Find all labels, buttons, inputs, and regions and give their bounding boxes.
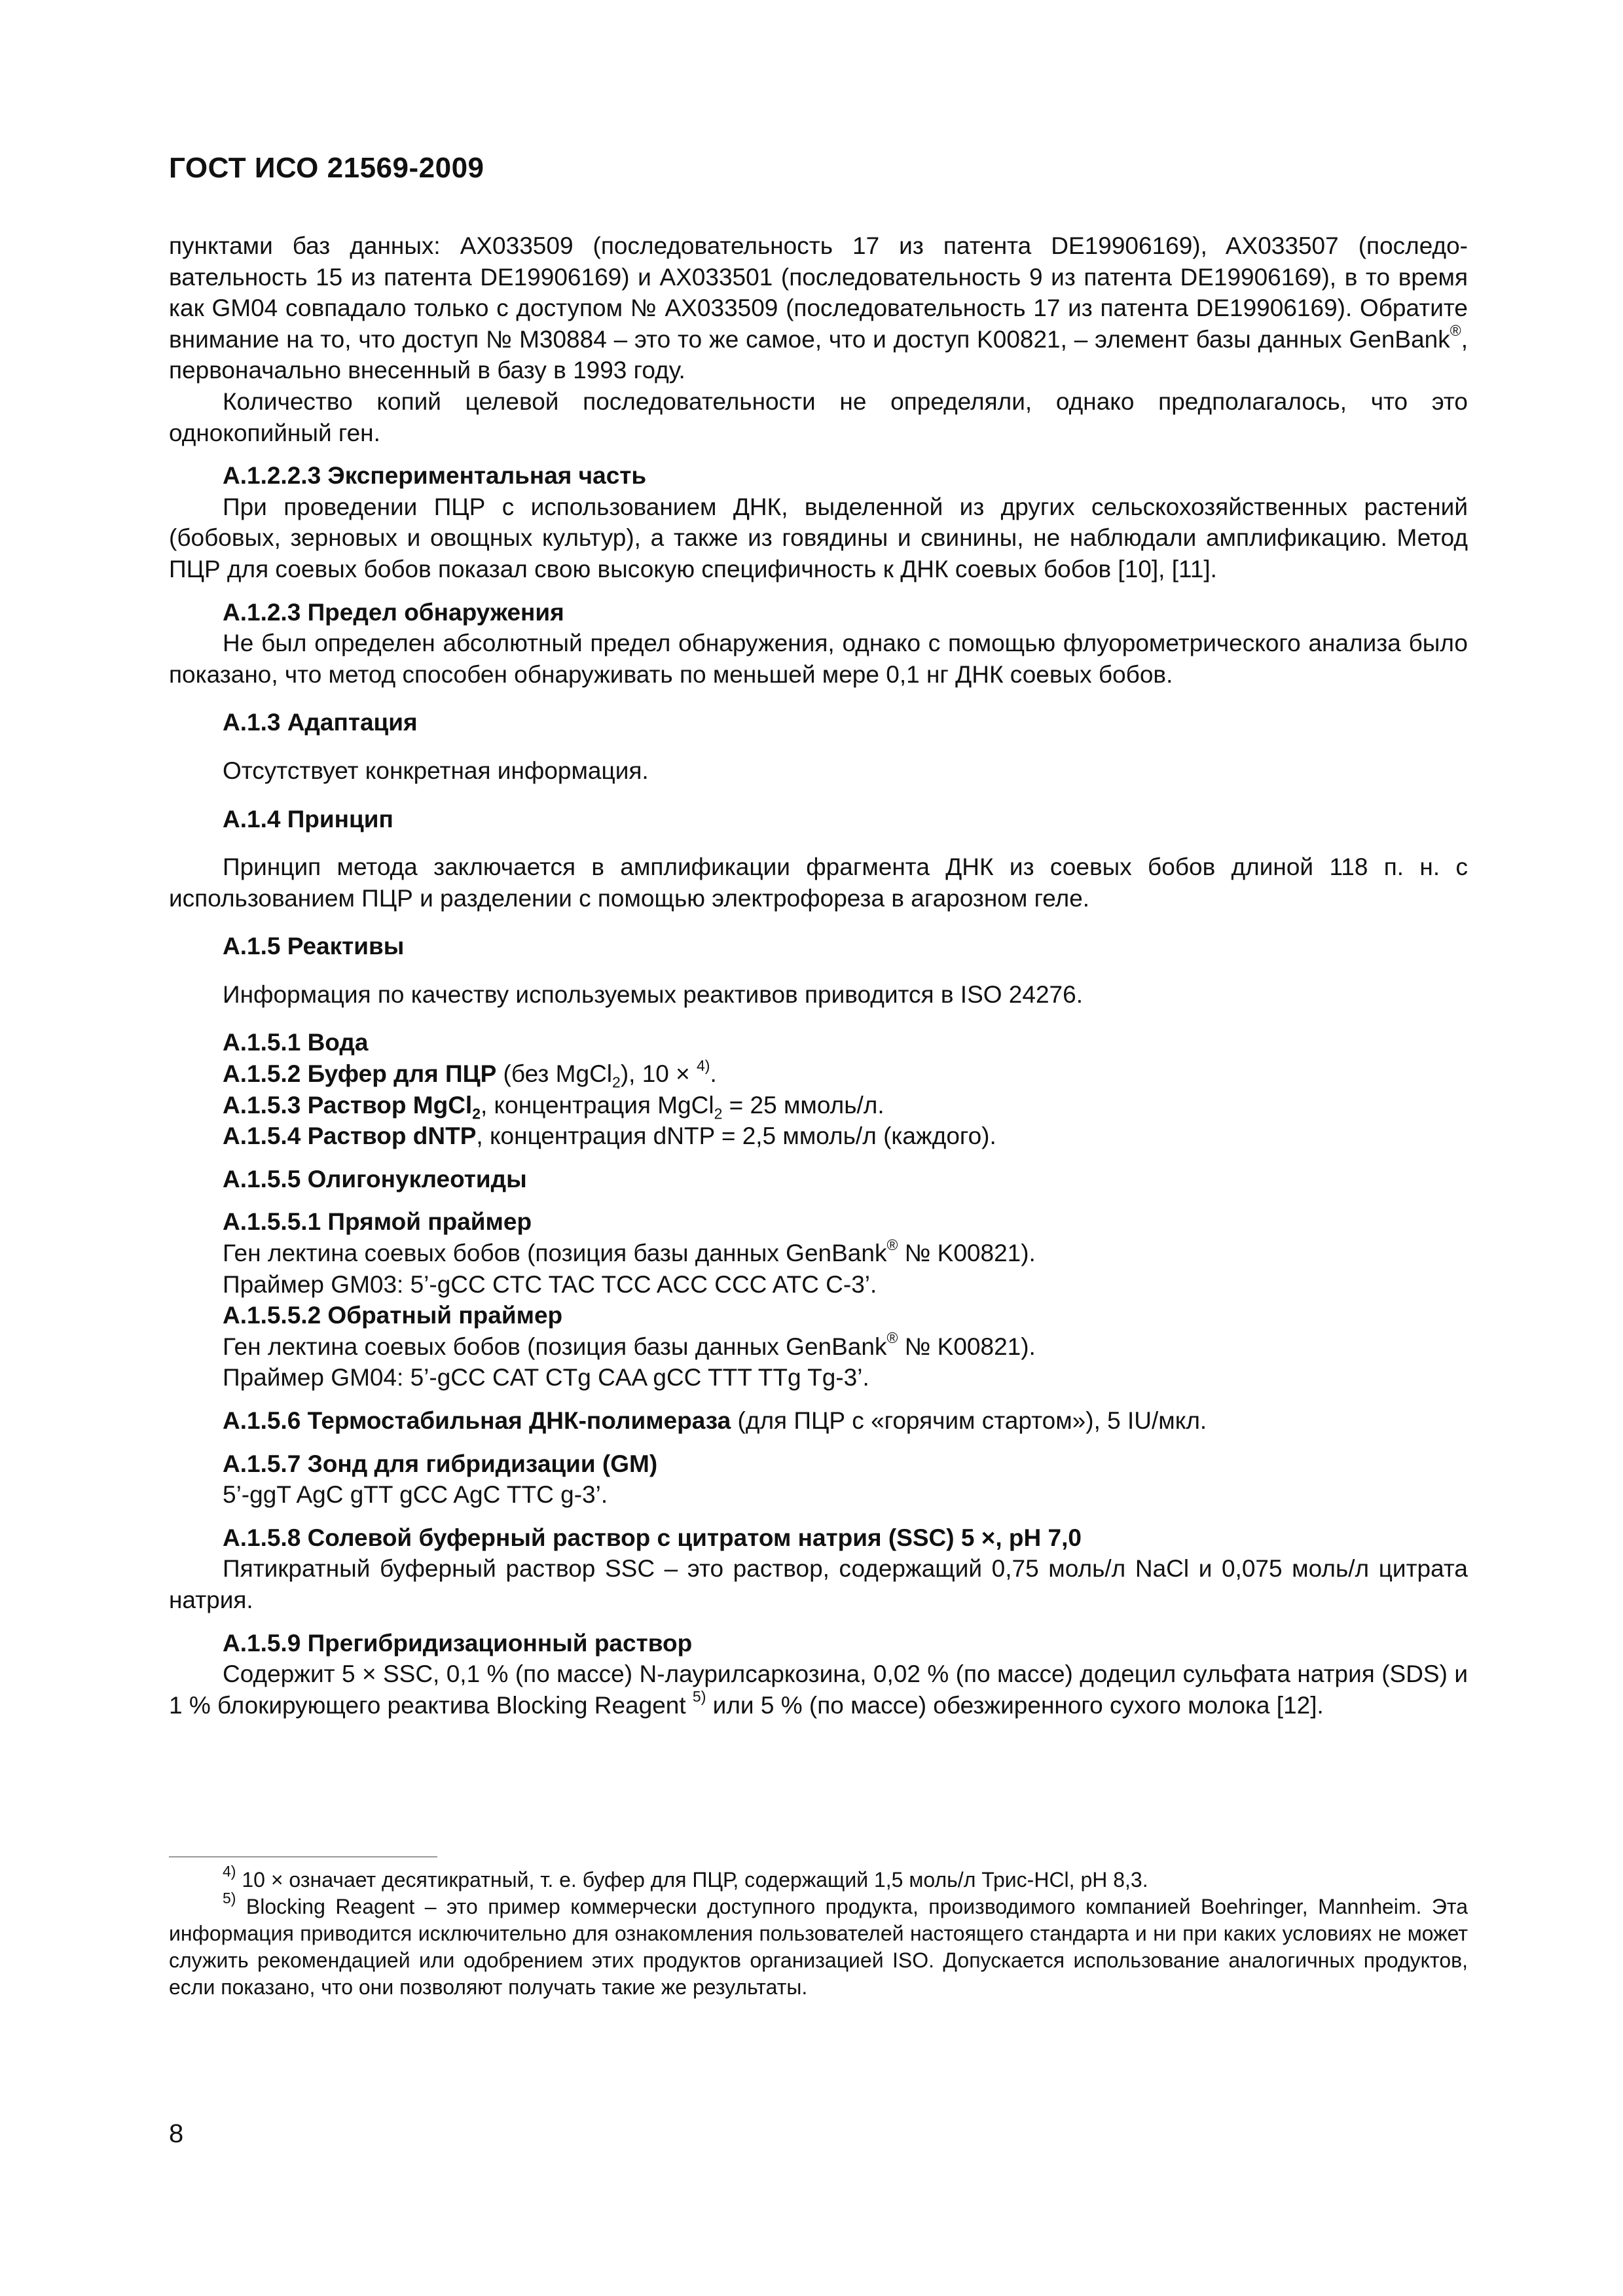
footnote-separator bbox=[169, 1856, 437, 1857]
paragraph-reagents: Информация по качеству используемых реактивов приводится в ISO 24276. bbox=[223, 980, 1083, 1008]
forward-primer-gene: Ген лектина соевых бобов (позиция базы данных GenBank® № K00821). bbox=[223, 1236, 1036, 1267]
reverse-primer-gene: Ген лектина соевых бобов (позиция базы данных GenBank® № K00821). bbox=[223, 1329, 1036, 1360]
paragraph-continuation: пунктами баз данных: AX033509 (последовательность 17 из патента DE19906169), AX033507 (последо-вательность 15 из патента DE19906169) и AX033501 (последовательность 9 из патента DE19906169), в то время как GM04 совпадало только с доступом № AX033509 (последовательность 17 из патента DE19906169). Обратите внимание на то, что доступ № M30884 – это то же самое, что и доступ K00821, – элемент базы данных GenBank®, первоначально внесенный в базу в 1993 году. bbox=[169, 232, 1468, 384]
heading-a151: А.1.5.1 Вода bbox=[223, 1029, 369, 1056]
heading-a157: А.1.5.7 Зонд для гибридизации (GM) bbox=[223, 1450, 658, 1477]
item-a152: А.1.5.2 Буфер для ПЦР (без MgCl$_2$), 10 × $^{4)}$. bbox=[223, 1056, 717, 1091]
forward-primer-sequence: Праймер GM03: 5’-gCC CTC TAC TCC ACC CCC ATC C-3’. bbox=[223, 1270, 877, 1298]
footnote-4: $^{4)}$ 10 × означает десятикратный, т. е. буфер для ПЦР, содержащий 1,5 моль/л Трис-HCl, pH 8,3. bbox=[223, 1863, 1148, 1892]
reverse-primer-sequence: Праймер GM04: 5’-gCC CAT CTg CAA gCC TTT TTg Tg-3’. bbox=[223, 1364, 869, 1391]
heading-a155: А.1.5.5 Олигонуклеотиды bbox=[223, 1165, 527, 1193]
heading-a158: А.1.5.8 Солевой буферный раствор с цитратом натрия (SSC) 5 ×, pH 7,0 bbox=[223, 1524, 1082, 1551]
footnote-5: $^{5)}$ Blocking Reagent – это пример коммерчески доступного продукта, производимого компанией Boehringer, Mannheim. Эта информация приводится исключительно для ознакомления пользователей настоящего стандарта и ни при каких условиях не может служить рекомендацией или одобрением этих продуктов организацией ISO. Допускается использование аналогичных продуктов, если показано, что они позволяют получать такие же результаты. bbox=[169, 1890, 1468, 1999]
paragraph-detection-limit: Не был определен абсолютный предел обнаружения, однако с помощью флуорометрического анализа было показано, что метод способен обнаруживать по меньшей мере 0,1 нг ДНК соевых бобов. bbox=[169, 630, 1468, 688]
heading-a1552: А.1.5.5.2 Обратный праймер bbox=[223, 1302, 563, 1329]
heading-a13: А.1.3 Адаптация bbox=[223, 709, 418, 736]
paragraph-principle: Принцип метода заключается в амплификации фрагмента ДНК из соевых бобов длиной 118 п. н. с использованием ПЦР и разделении с помощью электрофореза в агарозном геле. bbox=[169, 853, 1468, 912]
footnotes bbox=[169, 1863, 1468, 2001]
paragraph-experimental: При проведении ПЦР с использованием ДНК, выделенной из других сельскохозяйственных растений (бобовых, зерновых и овощных культур), а также из говядины и свинины, не наблюдали амплификацию. Метод ПЦР для соевых бобов показал свою высокую специфичность к ДНК соевых бобов [10], [11]. bbox=[169, 493, 1468, 583]
paragraph-prehybridization: Содержит 5 × SSC, 0,1 % (по массе) N-лаурилсаркозина, 0,02 % (по массе) додецил сульфата натрия (SDS) и 1 % блокирующего реактива Blocking Reagent $^{5)}$ или 5 % (по массе) обезжиренного сухого молока [12]. bbox=[169, 1660, 1468, 1719]
paragraph-adaptation: Отсутствует конкретная информация. bbox=[223, 757, 649, 784]
probe-sequence: 5’-ggT AgC gTT gCC AgC TTC g-3’. bbox=[223, 1481, 608, 1509]
heading-a159: А.1.5.9 Прегибридизационный раствор bbox=[223, 1629, 693, 1657]
main-content bbox=[169, 230, 1468, 1721]
paragraph-copy-number: Количество копий целевой последовательности не определяли, однако предполагалось, что это однокопийный ген. bbox=[169, 387, 1468, 446]
item-a153: А.1.5.3 Раствор MgCl$_2$, концентрация MgCl$_2$ = 25 ммоль/л. bbox=[223, 1091, 884, 1122]
heading-a1551: А.1.5.5.1 Прямой праймер bbox=[223, 1208, 532, 1236]
page-number: 8 bbox=[169, 2119, 184, 2148]
paragraph-ssc: Пятикратный буферный раствор SSC – это раствор, содержащий 0,75 моль/л NaCl и 0,075 моль/л цитрата натрия. bbox=[169, 1555, 1468, 1613]
heading-a15: А.1.5 Реактивы bbox=[223, 933, 405, 960]
item-a156: А.1.5.6 Термостабильная ДНК-полимераза (для ПЦР с «горячим стартом»), 5 IU/мкл. bbox=[223, 1407, 1207, 1434]
document-header: ГОСТ ИСО 21569-2009 bbox=[169, 152, 484, 184]
heading-a12223: А.1.2.2.3 Экспериментальная часть bbox=[223, 462, 647, 490]
heading-a123: А.1.2.3 Предел обнаружения bbox=[223, 598, 564, 626]
item-a154: А.1.5.4 Раствор dNTP, концентрация dNTP = 2,5 ммоль/л (каждого). bbox=[223, 1122, 996, 1150]
heading-a14: А.1.4 Принцип bbox=[223, 805, 393, 833]
